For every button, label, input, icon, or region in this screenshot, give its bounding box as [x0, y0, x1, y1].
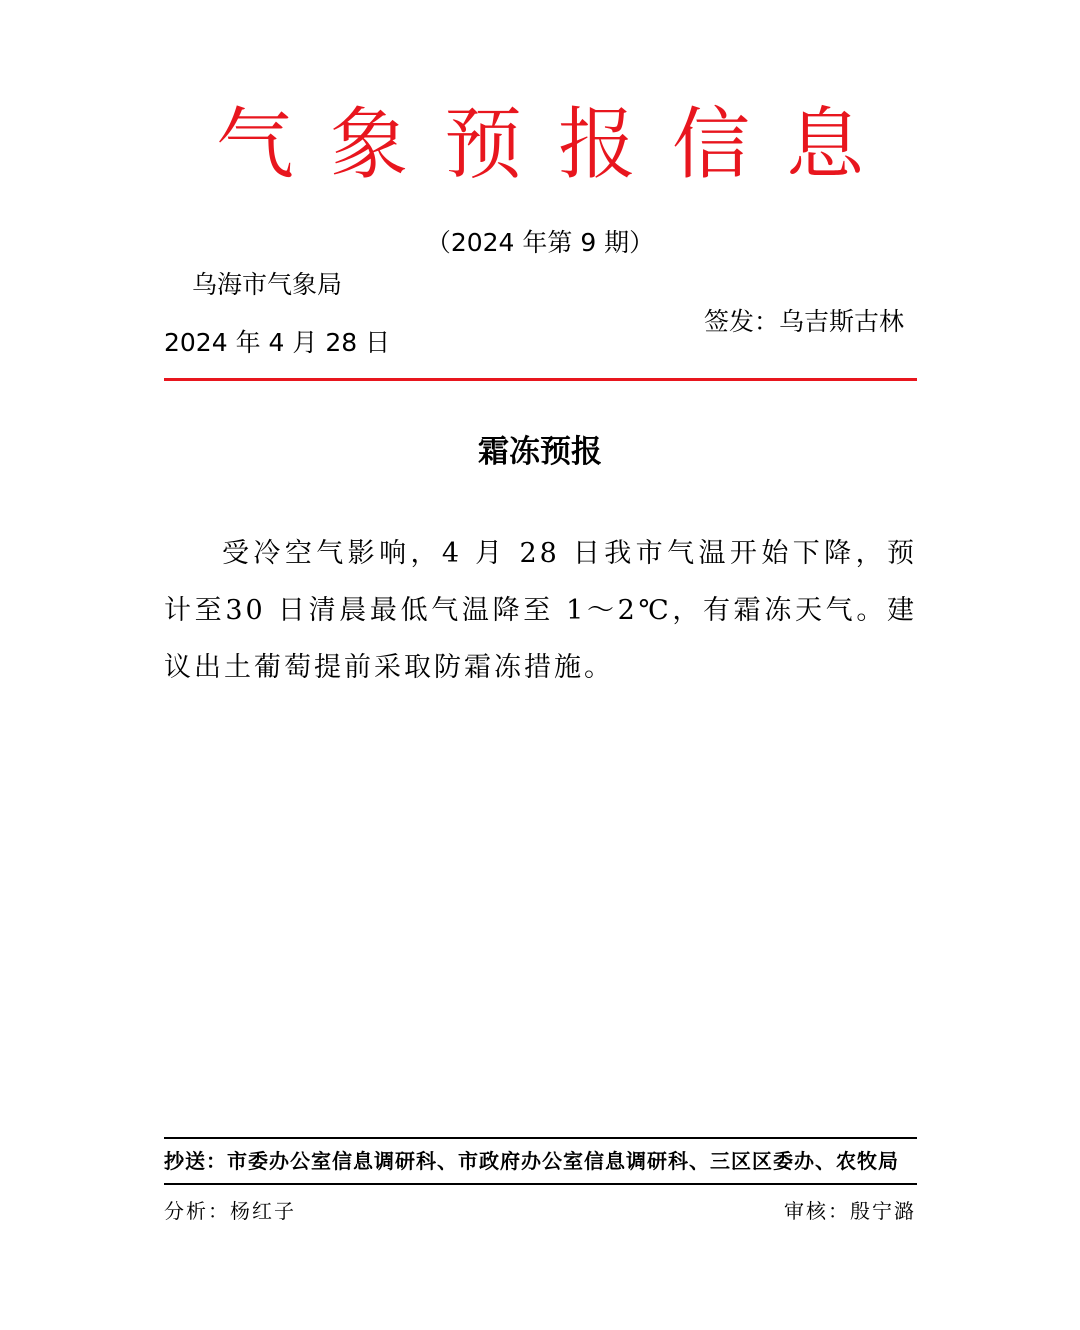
footer-divider-bottom — [164, 1183, 917, 1185]
signer: 签发：乌吉斯古林 — [703, 307, 904, 336]
issue-number: （2024 年第 9 期） — [425, 228, 655, 257]
page-title: 气象预报信息 — [215, 100, 900, 190]
header-divider — [164, 378, 917, 381]
footer-divider-top — [164, 1137, 917, 1139]
distribution-list: 抄送：市委办公室信息调研科、市政府办公室信息调研科、三区区委办、农牧局 — [164, 1149, 899, 1173]
article-title: 霜冻预报 — [478, 434, 602, 470]
reviewer: 审核：殷宁潞 — [784, 1199, 916, 1223]
issuing-agency: 乌海市气象局 — [192, 270, 343, 299]
analyst: 分析：杨红子 — [164, 1199, 296, 1223]
article-body: 受冷空气影响，4 月 28 日我市气温开始下降，预计至30 日清晨最低气温降至 1～2℃，有霜冻天气。建议出土葡萄提前采取防霜冻措施。 — [164, 538, 917, 683]
issue-date: 2024 年 4 月 28 日 — [164, 328, 391, 357]
